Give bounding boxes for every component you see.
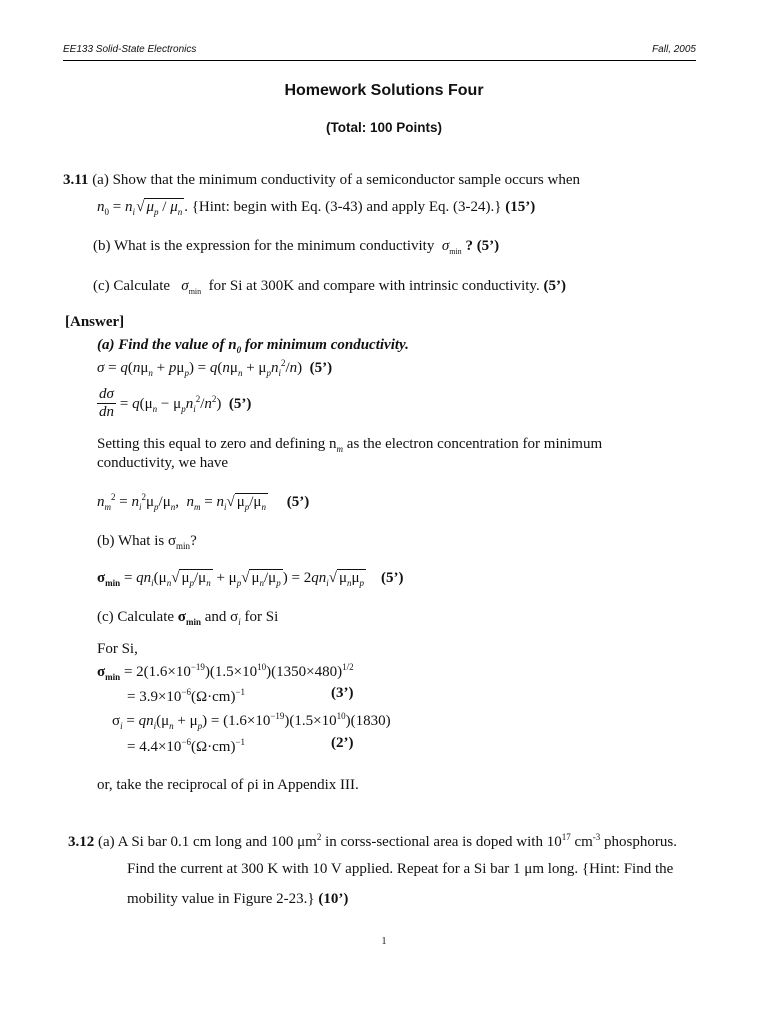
nm-equation: $n_m^2 = n_i^2\mu_p/\mu_n$, $n_m = n_i√$ $\mu_p/\mu_n$ (5’)	[97, 492, 310, 512]
part-a-points: (15’)	[505, 199, 536, 215]
reciprocal-note: or, take the reciprocal of ρi in Appendix III.	[97, 777, 359, 793]
header-term: Fall, 2005	[652, 44, 696, 55]
part-a-text: (a) Show that the minimum conductivity of a semiconductor sample occurs when	[92, 172, 580, 188]
sigma-equation: $\sigma = q(n\mu_n + p\mu_p) = q(n\mu_n + \mu_pn_i^2/n)$ (5’)	[97, 358, 333, 378]
sigma-min-equation: $\sigma_{min} = qn_i(\mu_n√$ $\mu_p/\mu_n + \mu_p√$ $\mu_n/\mu_p$ ) = $2qn_i√$ $\mu_n\mu_p$ (5’)	[97, 570, 404, 588]
setting-line1: Setting this equal to zero and defining $n_m$ as the electron concentration for minimum	[97, 436, 603, 454]
part-b-points: ? (5’)	[465, 238, 500, 254]
part-c-suffix: for Si at 300K and compare with intrinsic conductivity.	[208, 278, 540, 294]
problem-3-12-line3: mobility value in Figure 2-23.} (10’)	[127, 891, 349, 907]
n0-formula: $n_0 = n_i$ √ $\mu_p / \mu_n$	[97, 199, 183, 217]
page-subtitle: (Total: 100 Points)	[325, 120, 442, 135]
pts-b: (5’)	[381, 570, 404, 586]
si-calc: $\sigma_i = qn_i(\mu_n + \mu_p) = (1.6\times 10^{-19})(1.5\times 10^{10})(1830)$	[112, 711, 391, 731]
pts-a1: (5’)	[309, 360, 333, 376]
part-b-line: (b) What is the expression for the minimum conductivity $\sigma_{min}$ ? (5’)	[93, 238, 500, 256]
part-b-text: (b) What is the expression for the minimum conductivity	[93, 238, 435, 254]
setting-line2: conductivity, we have	[97, 455, 229, 471]
header-rule	[63, 60, 696, 61]
answer-label: [Answer]	[65, 314, 125, 330]
problem-3-12-line2: Find the current at 300 K with 10 V applied. Repeat for a Si bar 1 μm long. {Hint: Find the	[127, 861, 674, 877]
si-value: = $4.4\times 10^{-6}(\Omega\cdot cm)^{-1}$	[127, 737, 246, 755]
problem-3-12-line1: 3.12 (a) A Si bar 0.1 cm long and 100 $\mu m^2$ in corss-sectional area is doped with $10^{17}$ $cm^{-3}$ phosphorus.	[68, 832, 677, 850]
solution-c-heading: (c) Calculate $\sigma_{min}$ and $\sigma_i$ for Si	[97, 609, 279, 627]
pts-a3: (5’)	[286, 494, 310, 510]
pts-a2: (5’)	[228, 395, 252, 412]
problem-number-312: 3.12	[68, 834, 95, 850]
page-title: Homework Solutions Four	[284, 82, 484, 99]
part-c-prefix: (c) Calculate	[93, 278, 171, 294]
solution-b-heading: (b) What is $\sigma_{min}$?	[97, 533, 197, 551]
for-si: For Si,	[97, 641, 138, 657]
header-course: EE133 Solid-State Electronics	[63, 44, 197, 55]
part-c-points: (5’)	[543, 278, 566, 294]
problem-number: 3.11	[63, 172, 89, 188]
page-number: 1	[381, 936, 387, 947]
smin-value: = $3.9\times 10^{-6}(\Omega\cdot cm)^{-1}$	[127, 687, 246, 705]
problem-3-11-line2	[97, 199, 535, 217]
smin-calc: $\sigma_{min} = 2(1.6\times 10^{-19})(1.5\times 10^{10})(1350\times 480)^{1/2}$	[97, 662, 354, 682]
part-c-line: (c) Calculate $\sigma_{min}$ for Si at 300K and compare with intrinsic conductivity. (5’)	[93, 278, 566, 296]
part-a-hint: . {Hint: begin with Eq. (3-43) and apply Eq. (3-24).}	[184, 199, 502, 215]
problem-3-11-line1	[63, 172, 696, 189]
derivative-equation: $\frac{d\sigma}{dn}$ = $q(\mu_n - \mu_pn_i^2/n^2)$ (5’)	[98, 386, 252, 420]
pts-c2: (2’)	[331, 735, 354, 751]
problem-3-12-points: (10’)	[318, 891, 349, 907]
pts-c1: (3’)	[331, 685, 354, 701]
solution-a-heading: (a) Find the value of $n_0$ for minimum conductivity.	[97, 337, 409, 355]
